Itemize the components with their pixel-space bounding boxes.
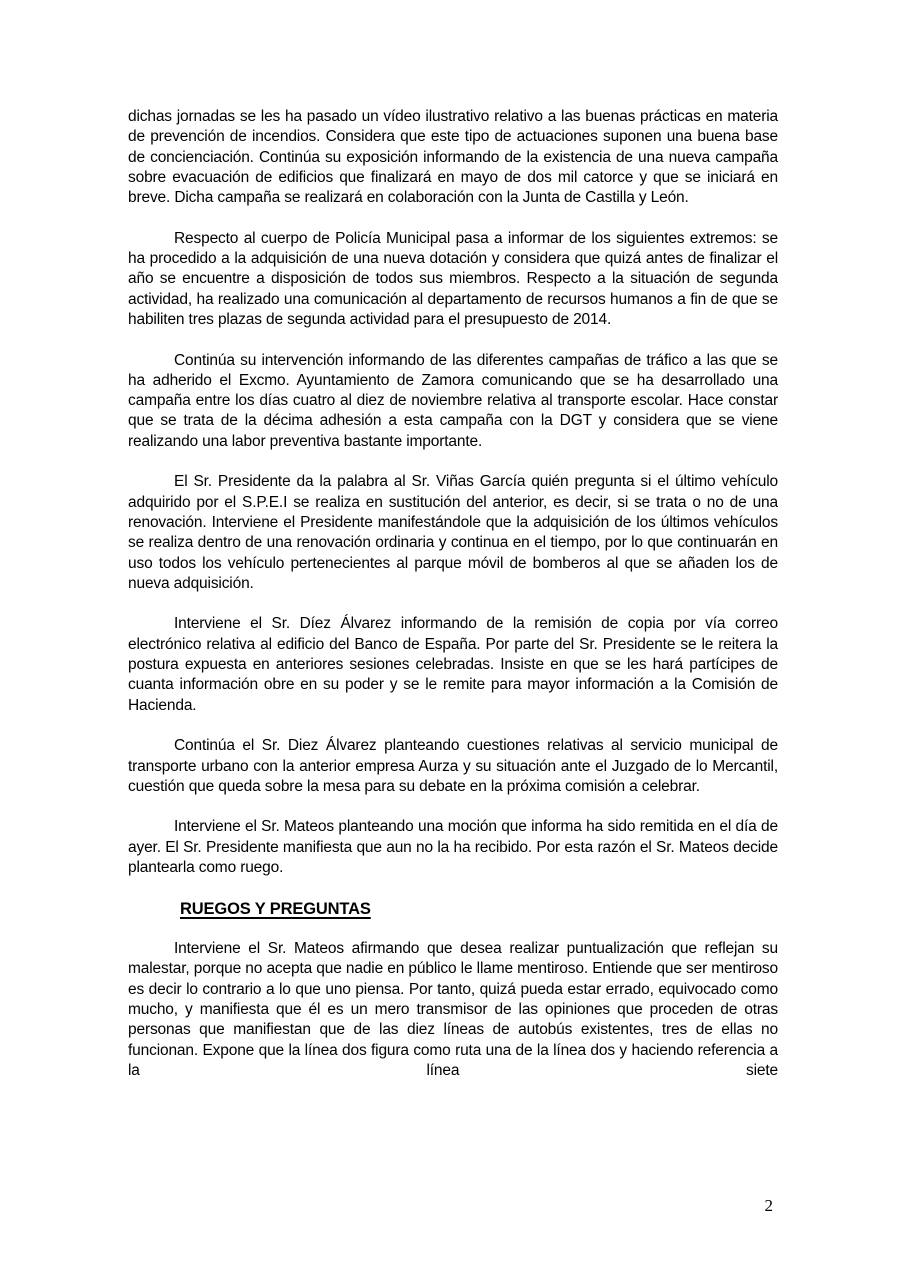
- page-number: 2: [764, 1196, 773, 1215]
- paragraph-policia-municipal: Respecto al cuerpo de Policía Municipal pasa a informar de los siguientes extremos: se ha procedido a la adquisición de una nueva dotación y considera que quizá antes de finalizar el año se encuentre a disposición de todos sus miembros. Respecto a la situación de segunda actividad, ha realizado una comunicación al departamento de recursos humanos a fin de que se habiliten tres plazas de segunda actividad para el presupuesto de 2014.: [128, 229, 778, 328]
- paragraph-vinas-garcia: El Sr. Presidente da la palabra al Sr. Viñas García quién pregunta si el último vehículo adquirido por el S.P.E.I se realiza en sustitución del anterior, es decir, si se trata o no de una renovación. Interviene el Presidente manifestándole que la adquisición de los últimos vehículos se realiza dentro de una renovación ordinaria y continua en el tiempo, por lo que continuarán en uso todos los vehículo pertenecientes al parque móvil de bomberos al que se añaden los de nueva adquisición.: [128, 473, 778, 592]
- paragraph-fire-prevention: dichas jornadas se les ha pasado un vídeo ilustrativo relativo a las buenas prácticas en materia de prevención de incendios. Considera que este tipo de actuaciones suponen una buena base de concienciación. Continúa su exposición informando de la existencia de una nueva campaña sobre evacuación de edificios que finalizará en mayo de dos mil catorce y que se iniciará en breve. Dicha campaña se realizará en colaboración con la Junta de Castilla y León.: [128, 108, 778, 207]
- paragraph-diez-alvarez-banco: Interviene el Sr. Díez Álvarez informando de la remisión de copia por vía correo electrónico relativa al edificio del Banco de España. Por parte del Sr. Presidente se le reitera la postura expuesta en anteriores sesiones celebradas. Insiste en que se les hará partícipes de cuanta información obre en su poder y se le remite para mayor información a la Comisión de Hacienda.: [128, 615, 778, 714]
- section-heading-ruegos-y-preguntas: [128, 899, 778, 919]
- page-body: [128, 107, 778, 1081]
- paragraph-mateos-puntualizacion: Interviene el Sr. Mateos afirmando que desea realizar puntualización que reflejan su malestar, porque no acepta que nadie en público le llame mentiroso. Entiende que ser mentiroso es decir lo contrario a lo que uno piensa. Por tanto, quizá pueda estar errado, equivocado como mucho, y manifiesta que él es un mero transmisor de las opiniones que proceden de otras personas que manifiestan que de las diez líneas de autobús existentes, tres de ellas no funcionan. Expone que la línea dos figura como ruta una de la línea dos y haciendo referencia a la línea siete: [128, 940, 778, 1079]
- paragraph-diez-alvarez-transporte: Continúa el Sr. Diez Álvarez planteando cuestiones relativas al servicio municipal de transporte urbano con la anterior empresa Aurza y su situación ante el Juzgado de lo Mercantil, cuestión que queda sobre la mesa para su debate en la próxima comisión a celebrar.: [128, 737, 778, 795]
- section-heading-text: RUEGOS Y PREGUNTAS: [180, 899, 371, 918]
- paragraph-campanas-trafico: Continúa su intervención informando de las diferentes campañas de tráfico a las que se ha adherido el Excmo. Ayuntamiento de Zamora comunicando que se ha desarrollado una campaña entre los días cuatro al diez de noviembre relativa al transporte escolar. Hace constar que se trata de la décima adhesión a esta campaña con la DGT y considera que se viene realizando una labor preventiva bastante importante.: [128, 351, 778, 450]
- paragraph-mateos-mocion: Interviene el Sr. Mateos planteando una moción que informa ha sido remitida en el día de ayer. El Sr. Presidente manifiesta que aun no la ha recibido. Por esta razón el Sr. Mateos decide plantearla como ruego.: [128, 818, 778, 876]
